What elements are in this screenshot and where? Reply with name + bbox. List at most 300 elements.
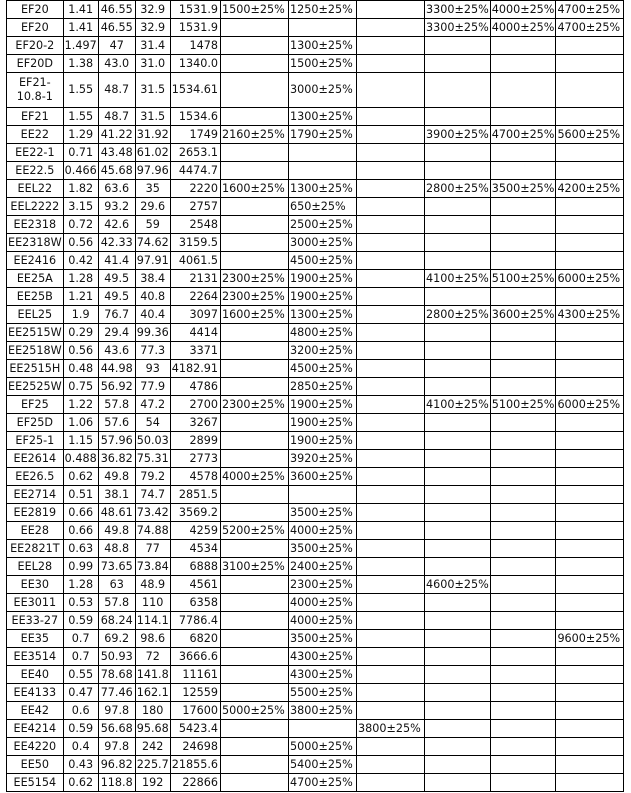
table-cell: 3800±25% bbox=[289, 702, 357, 720]
table-cell: 79.2 bbox=[135, 468, 170, 486]
table-cell: 0.59 bbox=[63, 612, 98, 630]
table-cell: 4700±25% bbox=[490, 126, 556, 144]
table-cell bbox=[357, 522, 425, 540]
table-cell bbox=[357, 73, 425, 108]
table-cell: 242 bbox=[135, 738, 170, 756]
table-cell bbox=[357, 396, 425, 414]
model-cell: EE3011 bbox=[7, 594, 64, 612]
table-cell: 4000±25% bbox=[490, 1, 556, 19]
table-cell bbox=[490, 774, 556, 792]
table-cell: 97.91 bbox=[135, 252, 170, 270]
table-row bbox=[7, 612, 624, 630]
table-cell: 7786.4 bbox=[170, 612, 220, 630]
table-cell bbox=[490, 594, 556, 612]
table-cell: 3300±25% bbox=[425, 19, 491, 37]
table-cell bbox=[490, 486, 556, 504]
table-cell: 98.6 bbox=[135, 630, 170, 648]
core-spec-table bbox=[6, 0, 624, 792]
table-cell bbox=[221, 576, 289, 594]
table-cell: 0.71 bbox=[63, 144, 98, 162]
table-cell: 2300±25% bbox=[221, 396, 289, 414]
table-cell: 1900±25% bbox=[289, 414, 357, 432]
table-cell bbox=[490, 648, 556, 666]
table-cell: 3000±25% bbox=[289, 234, 357, 252]
table-cell bbox=[490, 720, 556, 738]
table-cell bbox=[357, 594, 425, 612]
table-cell: 3267 bbox=[170, 414, 220, 432]
table-cell: 31.5 bbox=[135, 73, 170, 108]
table-cell: 31.0 bbox=[135, 55, 170, 73]
table-cell bbox=[221, 108, 289, 126]
table-cell: 99.36 bbox=[135, 324, 170, 342]
table-row bbox=[7, 774, 624, 792]
table-cell bbox=[425, 540, 491, 558]
table-cell: 0.56 bbox=[63, 234, 98, 252]
table-cell bbox=[490, 73, 556, 108]
table-cell bbox=[357, 774, 425, 792]
table-cell: 0.6 bbox=[63, 702, 98, 720]
table-cell: 4500±25% bbox=[289, 252, 357, 270]
table-cell: 2773 bbox=[170, 450, 220, 468]
table-cell: 4100±25% bbox=[425, 270, 491, 288]
table-cell: 2500±25% bbox=[289, 216, 357, 234]
table-cell bbox=[357, 738, 425, 756]
table-cell bbox=[357, 108, 425, 126]
table-cell: 57.8 bbox=[98, 594, 135, 612]
table-cell: 1.41 bbox=[63, 1, 98, 19]
table-cell bbox=[425, 198, 491, 216]
table-cell bbox=[490, 108, 556, 126]
table-cell: 1478 bbox=[170, 37, 220, 55]
table-cell: 4700±25% bbox=[556, 19, 624, 37]
table-cell bbox=[556, 37, 624, 55]
table-cell bbox=[556, 144, 624, 162]
table-cell: 0.53 bbox=[63, 594, 98, 612]
table-cell bbox=[357, 288, 425, 306]
table-cell bbox=[556, 324, 624, 342]
table-cell bbox=[357, 432, 425, 450]
table-cell: 1.28 bbox=[63, 270, 98, 288]
table-cell bbox=[556, 720, 624, 738]
model-cell: EE30 bbox=[7, 576, 64, 594]
table-cell: 3569.2 bbox=[170, 504, 220, 522]
table-cell: 32.9 bbox=[135, 19, 170, 37]
table-cell: 0.75 bbox=[63, 378, 98, 396]
table-cell: 1600±25% bbox=[221, 180, 289, 198]
table-cell: 0.466 bbox=[63, 162, 98, 180]
table-cell bbox=[490, 684, 556, 702]
table-cell bbox=[221, 55, 289, 73]
table-cell: 69.2 bbox=[98, 630, 135, 648]
table-cell bbox=[490, 558, 556, 576]
table-cell: 0.62 bbox=[63, 774, 98, 792]
table-row bbox=[7, 504, 624, 522]
table-cell: 0.7 bbox=[63, 648, 98, 666]
table-cell: 76.7 bbox=[98, 306, 135, 324]
table-cell bbox=[490, 468, 556, 486]
table-cell bbox=[490, 666, 556, 684]
table-cell: 4414 bbox=[170, 324, 220, 342]
table-row bbox=[7, 234, 624, 252]
table-cell bbox=[357, 468, 425, 486]
table-cell: 4786 bbox=[170, 378, 220, 396]
table-cell bbox=[425, 594, 491, 612]
table-cell bbox=[556, 522, 624, 540]
table-row bbox=[7, 684, 624, 702]
table-cell: 2300±25% bbox=[221, 288, 289, 306]
table-cell bbox=[425, 522, 491, 540]
table-row bbox=[7, 720, 624, 738]
table-row bbox=[7, 594, 624, 612]
table-cell: 5100±25% bbox=[490, 270, 556, 288]
table-cell: 1.28 bbox=[63, 576, 98, 594]
table-cell bbox=[556, 198, 624, 216]
table-cell bbox=[490, 360, 556, 378]
table-cell: 78.68 bbox=[98, 666, 135, 684]
table-cell: 57.6 bbox=[98, 414, 135, 432]
table-cell bbox=[357, 55, 425, 73]
table-cell: 42.6 bbox=[98, 216, 135, 234]
table-cell: 21855.6 bbox=[170, 756, 220, 774]
table-cell: 1900±25% bbox=[289, 288, 357, 306]
table-cell: 4182.91 bbox=[170, 360, 220, 378]
table-row bbox=[7, 414, 624, 432]
table-cell: 49.8 bbox=[98, 468, 135, 486]
model-cell: EE2416 bbox=[7, 252, 64, 270]
table-cell bbox=[221, 162, 289, 180]
table-cell bbox=[357, 702, 425, 720]
table-cell: 6358 bbox=[170, 594, 220, 612]
table-cell bbox=[357, 216, 425, 234]
model-cell: EF25 bbox=[7, 396, 64, 414]
table-cell: 74.7 bbox=[135, 486, 170, 504]
table-cell: 4534 bbox=[170, 540, 220, 558]
table-cell: 93 bbox=[135, 360, 170, 378]
table-cell bbox=[221, 486, 289, 504]
table-cell: 45.68 bbox=[98, 162, 135, 180]
table-cell: 1500±25% bbox=[289, 55, 357, 73]
table-cell: 35 bbox=[135, 180, 170, 198]
table-cell bbox=[556, 468, 624, 486]
table-row bbox=[7, 738, 624, 756]
table-cell: 40.8 bbox=[135, 288, 170, 306]
model-cell: EE2614 bbox=[7, 450, 64, 468]
table-cell: 180 bbox=[135, 702, 170, 720]
table-row bbox=[7, 37, 624, 55]
table-cell bbox=[221, 342, 289, 360]
model-cell: EEL22 bbox=[7, 180, 64, 198]
table-cell: 225.7 bbox=[135, 756, 170, 774]
table-cell: 12559 bbox=[170, 684, 220, 702]
table-cell bbox=[425, 450, 491, 468]
table-cell: 2548 bbox=[170, 216, 220, 234]
table-row bbox=[7, 630, 624, 648]
table-cell: 2850±25% bbox=[289, 378, 357, 396]
table-cell bbox=[221, 774, 289, 792]
table-cell: 1900±25% bbox=[289, 396, 357, 414]
table-cell: 2800±25% bbox=[425, 306, 491, 324]
table-cell: 50.93 bbox=[98, 648, 135, 666]
table-row bbox=[7, 162, 624, 180]
table-cell bbox=[490, 162, 556, 180]
table-cell: 3.15 bbox=[63, 198, 98, 216]
table-cell bbox=[490, 324, 556, 342]
table-cell bbox=[357, 612, 425, 630]
table-cell: 17600 bbox=[170, 702, 220, 720]
table-cell bbox=[556, 702, 624, 720]
table-cell: 59 bbox=[135, 216, 170, 234]
table-cell bbox=[357, 324, 425, 342]
table-row bbox=[7, 144, 624, 162]
table-row bbox=[7, 648, 624, 666]
table-cell: 4561 bbox=[170, 576, 220, 594]
table-cell: 1531.9 bbox=[170, 19, 220, 37]
table-cell bbox=[556, 558, 624, 576]
table-cell bbox=[556, 540, 624, 558]
table-cell bbox=[490, 252, 556, 270]
model-cell: EEL2222 bbox=[7, 198, 64, 216]
table-cell: 3600±25% bbox=[289, 468, 357, 486]
table-cell: 2800±25% bbox=[425, 180, 491, 198]
table-cell bbox=[357, 648, 425, 666]
table-cell: 77 bbox=[135, 540, 170, 558]
table-cell: 63.6 bbox=[98, 180, 135, 198]
table-row bbox=[7, 342, 624, 360]
model-cell: EE2819 bbox=[7, 504, 64, 522]
table-cell: 73.42 bbox=[135, 504, 170, 522]
table-cell: 48.61 bbox=[98, 504, 135, 522]
table-cell bbox=[556, 648, 624, 666]
table-cell: 0.4 bbox=[63, 738, 98, 756]
table-cell bbox=[425, 720, 491, 738]
table-cell bbox=[357, 180, 425, 198]
table-cell bbox=[425, 288, 491, 306]
table-row bbox=[7, 576, 624, 594]
model-cell: EE40 bbox=[7, 666, 64, 684]
table-cell: 4259 bbox=[170, 522, 220, 540]
table-cell: 29.6 bbox=[135, 198, 170, 216]
table-cell: 49.8 bbox=[98, 522, 135, 540]
table-cell bbox=[357, 37, 425, 55]
table-cell: 77.3 bbox=[135, 342, 170, 360]
table-cell: 4000±25% bbox=[221, 468, 289, 486]
table-cell: 3666.6 bbox=[170, 648, 220, 666]
table-row bbox=[7, 756, 624, 774]
table-cell: 97.8 bbox=[98, 702, 135, 720]
table-row bbox=[7, 432, 624, 450]
table-cell: 1900±25% bbox=[289, 432, 357, 450]
table-cell bbox=[425, 666, 491, 684]
table-cell: 4000±25% bbox=[490, 19, 556, 37]
table-cell bbox=[221, 252, 289, 270]
model-cell: EE2515H bbox=[7, 360, 64, 378]
model-cell: EF25D bbox=[7, 414, 64, 432]
model-cell: EE4220 bbox=[7, 738, 64, 756]
table-cell: 0.72 bbox=[63, 216, 98, 234]
table-cell: 0.47 bbox=[63, 684, 98, 702]
table-cell bbox=[556, 342, 624, 360]
table-row bbox=[7, 73, 624, 108]
table-cell bbox=[425, 234, 491, 252]
table-cell bbox=[425, 162, 491, 180]
table-cell bbox=[556, 576, 624, 594]
table-cell bbox=[425, 612, 491, 630]
table-cell bbox=[289, 162, 357, 180]
table-cell: 5500±25% bbox=[289, 684, 357, 702]
table-cell: 49.5 bbox=[98, 288, 135, 306]
table-cell: 63 bbox=[98, 576, 135, 594]
table-cell: 0.99 bbox=[63, 558, 98, 576]
table-cell: 93.2 bbox=[98, 198, 135, 216]
table-cell: 97.8 bbox=[98, 738, 135, 756]
model-cell: EF21 bbox=[7, 108, 64, 126]
table-cell: 6820 bbox=[170, 630, 220, 648]
table-cell bbox=[221, 666, 289, 684]
table-cell bbox=[556, 450, 624, 468]
table-row bbox=[7, 126, 624, 144]
table-cell: 41.4 bbox=[98, 252, 135, 270]
table-cell: 0.51 bbox=[63, 486, 98, 504]
model-cell: EE2318 bbox=[7, 216, 64, 234]
table-cell: 2851.5 bbox=[170, 486, 220, 504]
model-cell: EE4133 bbox=[7, 684, 64, 702]
table-row bbox=[7, 180, 624, 198]
table-cell bbox=[425, 558, 491, 576]
table-cell bbox=[221, 73, 289, 108]
table-cell: 48.8 bbox=[98, 540, 135, 558]
table-cell: 2160±25% bbox=[221, 126, 289, 144]
table-cell bbox=[490, 540, 556, 558]
table-cell bbox=[425, 378, 491, 396]
table-cell bbox=[556, 666, 624, 684]
table-cell bbox=[556, 486, 624, 504]
table-cell: 4700±25% bbox=[556, 1, 624, 19]
table-cell: 2300±25% bbox=[221, 270, 289, 288]
model-cell: EEL28 bbox=[7, 558, 64, 576]
model-cell: EE22-1 bbox=[7, 144, 64, 162]
table-cell bbox=[490, 216, 556, 234]
table-cell: 4800±25% bbox=[289, 324, 357, 342]
table-cell: 11161 bbox=[170, 666, 220, 684]
table-cell: 31.5 bbox=[135, 108, 170, 126]
table-cell bbox=[221, 594, 289, 612]
table-cell bbox=[357, 270, 425, 288]
table-cell: 77.9 bbox=[135, 378, 170, 396]
table-cell bbox=[556, 216, 624, 234]
table-cell bbox=[490, 504, 556, 522]
table-cell bbox=[357, 144, 425, 162]
table-row bbox=[7, 19, 624, 37]
model-cell: EE25A bbox=[7, 270, 64, 288]
table-cell: 1500±25% bbox=[221, 1, 289, 19]
table-cell: 0.48 bbox=[63, 360, 98, 378]
table-cell: 73.65 bbox=[98, 558, 135, 576]
model-cell: EF20 bbox=[7, 1, 64, 19]
table-cell: 2400±25% bbox=[289, 558, 357, 576]
table-cell: 57.8 bbox=[98, 396, 135, 414]
model-cell: EE2518W bbox=[7, 342, 64, 360]
table-cell bbox=[221, 738, 289, 756]
table-cell bbox=[490, 234, 556, 252]
table-cell bbox=[221, 648, 289, 666]
model-cell: EF20-2 bbox=[7, 37, 64, 55]
table-cell bbox=[357, 234, 425, 252]
table-cell: 0.7 bbox=[63, 630, 98, 648]
model-cell: EE2714 bbox=[7, 486, 64, 504]
table-cell bbox=[490, 612, 556, 630]
table-cell: 3371 bbox=[170, 342, 220, 360]
table-cell bbox=[221, 612, 289, 630]
table-cell: 1.38 bbox=[63, 55, 98, 73]
table-cell bbox=[357, 504, 425, 522]
table-cell bbox=[425, 216, 491, 234]
table-cell: 2220 bbox=[170, 180, 220, 198]
table-cell bbox=[490, 522, 556, 540]
table-cell: 1340.0 bbox=[170, 55, 220, 73]
table-cell bbox=[490, 144, 556, 162]
model-cell: EE26.5 bbox=[7, 468, 64, 486]
table-cell bbox=[425, 414, 491, 432]
table-cell: 96.82 bbox=[98, 756, 135, 774]
table-cell bbox=[221, 360, 289, 378]
table-cell bbox=[425, 702, 491, 720]
model-cell: EF20 bbox=[7, 19, 64, 37]
table-cell bbox=[425, 630, 491, 648]
table-cell: 1.41 bbox=[63, 19, 98, 37]
table-cell bbox=[357, 342, 425, 360]
table-cell: 61.02 bbox=[135, 144, 170, 162]
table-cell: 2131 bbox=[170, 270, 220, 288]
table-body bbox=[7, 1, 624, 792]
table-cell bbox=[490, 432, 556, 450]
table-cell: 3159.5 bbox=[170, 234, 220, 252]
table-cell: 3500±25% bbox=[289, 630, 357, 648]
table-cell bbox=[357, 576, 425, 594]
table-cell: 43.48 bbox=[98, 144, 135, 162]
model-cell: EE50 bbox=[7, 756, 64, 774]
table-cell: 0.59 bbox=[63, 720, 98, 738]
model-cell: EE35 bbox=[7, 630, 64, 648]
table-cell bbox=[221, 684, 289, 702]
table-cell bbox=[490, 378, 556, 396]
table-cell bbox=[556, 360, 624, 378]
table-row bbox=[7, 450, 624, 468]
table-cell bbox=[425, 144, 491, 162]
table-cell: 4600±25% bbox=[425, 576, 491, 594]
table-cell bbox=[425, 324, 491, 342]
table-cell: 2757 bbox=[170, 198, 220, 216]
table-row bbox=[7, 270, 624, 288]
table-cell: 1900±25% bbox=[289, 270, 357, 288]
table-cell: 3500±25% bbox=[289, 540, 357, 558]
table-cell bbox=[425, 738, 491, 756]
table-cell: 1749 bbox=[170, 126, 220, 144]
table-cell bbox=[425, 108, 491, 126]
table-cell bbox=[425, 756, 491, 774]
table-cell bbox=[425, 774, 491, 792]
table-cell: 4300±25% bbox=[289, 666, 357, 684]
table-cell bbox=[289, 486, 357, 504]
table-cell: 3900±25% bbox=[425, 126, 491, 144]
table-cell bbox=[556, 73, 624, 108]
table-cell: 162.1 bbox=[135, 684, 170, 702]
table-cell: 57.96 bbox=[98, 432, 135, 450]
table-cell: 4578 bbox=[170, 468, 220, 486]
table-cell bbox=[490, 198, 556, 216]
table-cell: 29.4 bbox=[98, 324, 135, 342]
table-cell bbox=[425, 504, 491, 522]
table-cell bbox=[221, 378, 289, 396]
